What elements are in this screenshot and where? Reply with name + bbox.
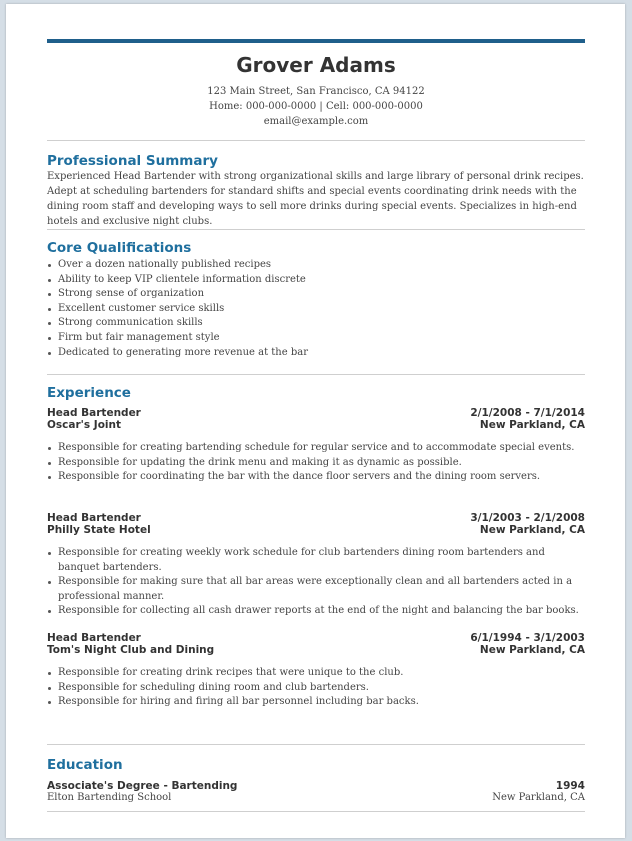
- list-item: Responsible for making sure that all bar areas were exceptionally clean and all bartenders acted in a professional manner.: [47, 575, 585, 604]
- graduation-year: 1994: [555, 780, 585, 792]
- list-item: Dedicated to generating more revenue at the bar: [47, 346, 585, 361]
- job-dates: 6/1/1994 - 3/1/2003: [470, 632, 585, 644]
- job-duties-list: [47, 666, 585, 710]
- list-item: Responsible for updating the drink menu and making it as dynamic as possible.: [47, 456, 585, 471]
- divider: [47, 744, 585, 745]
- phone-line: Home: 000-000-0000 | Cell: 000-000-0000: [209, 101, 423, 112]
- job-dates: 2/1/2008 - 7/1/2014: [470, 407, 585, 419]
- section-title-experience: Experience: [47, 385, 131, 401]
- list-item: Over a dozen nationally published recipes: [47, 258, 585, 273]
- job-title: Head Bartender: [47, 512, 141, 524]
- school-name: Elton Bartending School: [47, 792, 172, 803]
- divider: [47, 140, 585, 141]
- list-item: Strong sense of organization: [47, 287, 585, 302]
- section-title-summary: Professional Summary: [47, 153, 218, 169]
- list-item: Responsible for creating drink recipes that were unique to the club.: [47, 666, 585, 681]
- section-title-education: Education: [47, 757, 123, 773]
- job-location: New Parkland, CA: [479, 419, 585, 431]
- degree: Associate's Degree - Bartending: [47, 780, 238, 792]
- list-item: Ability to keep VIP clientele information discrete: [47, 273, 585, 288]
- job-company: Oscar's Joint: [47, 419, 121, 431]
- job-duties-list: [47, 441, 585, 485]
- top-accent-bar: [47, 39, 585, 43]
- list-item: Strong communication skills: [47, 316, 585, 331]
- section-title-qualifications: Core Qualifications: [47, 240, 192, 256]
- qualifications-list: [47, 258, 585, 360]
- divider: [47, 229, 585, 230]
- job-location: New Parkland, CA: [479, 644, 585, 656]
- summary-text: Experienced Head Bartender with strong organizational skills and large library of personal drink recipes. Adept at scheduling bartenders for standard shifts and special events coordinating drink needs with the dining room staff and developing ways to sell more drinks during special events. Specializes in high-end hotels and exclusive night clubs.: [47, 171, 584, 227]
- list-item: Responsible for coordinating the bar with the dance floor servers and the dining room servers.: [47, 470, 585, 485]
- address-line: 123 Main Street, San Francisco, CA 94122: [207, 86, 425, 97]
- job-company: Tom's Night Club and Dining: [47, 644, 215, 656]
- list-item: Responsible for hiring and firing all bar personnel including bar backs.: [47, 695, 585, 710]
- list-item: Responsible for creating weekly work schedule for club bartenders dining room bartenders and banquet bartenders.: [47, 546, 585, 575]
- resume-page: [6, 4, 625, 838]
- list-item: Responsible for creating bartending schedule for regular service and to accommodate special events.: [47, 441, 585, 456]
- list-item: Responsible for scheduling dining room and club bartenders.: [47, 681, 585, 696]
- job-company: Philly State Hotel: [47, 524, 151, 536]
- job-duties-list: [47, 546, 585, 619]
- job-title: Head Bartender: [47, 407, 141, 419]
- job-title: Head Bartender: [47, 632, 141, 644]
- divider: [47, 811, 585, 812]
- candidate-name: Grover Adams: [236, 53, 396, 77]
- job-dates: 3/1/2003 - 2/1/2008: [470, 512, 585, 524]
- email-line: email@example.com: [263, 116, 369, 127]
- job-location: New Parkland, CA: [479, 524, 585, 536]
- list-item: Excellent customer service skills: [47, 302, 585, 317]
- divider: [47, 374, 585, 375]
- list-item: Firm but fair management style: [47, 331, 585, 346]
- list-item: Responsible for collecting all cash drawer reports at the end of the night and balancing the bar books.: [47, 604, 585, 619]
- school-location: New Parkland, CA: [492, 792, 585, 803]
